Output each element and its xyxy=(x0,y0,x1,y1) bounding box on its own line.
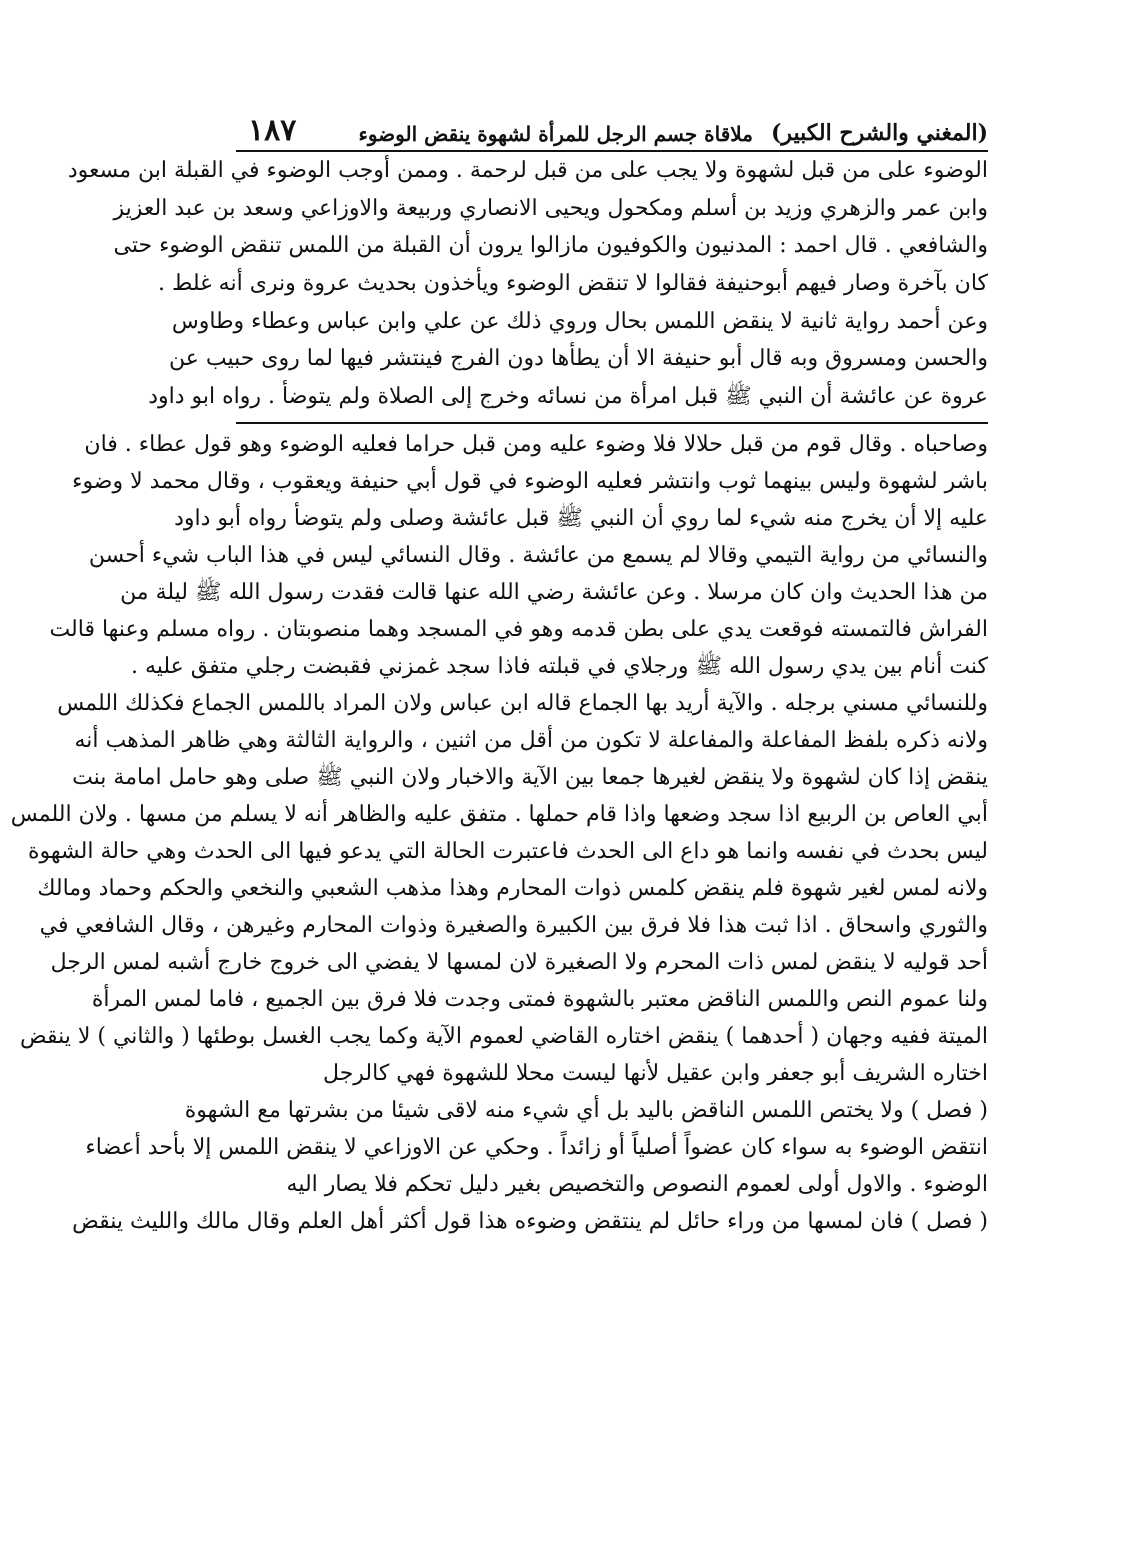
text-line: عروة عن عائشة أن النبي ﷺ قبل امرأة من نسائه وخرج إلى الصلاة ولم يتوضأ . رواه ابو داود xyxy=(148,384,988,410)
commentary-text-block xyxy=(10,424,988,1240)
text-line: الوضوء على من قبل لشهوة ولا يجب على من قبل لرحمة . وممن أوجب الوضوء في القبلة ابن مسعود xyxy=(67,158,988,183)
text-line: ولانه لمس لغير شهوة فلم ينقض كلمس ذوات المحارم وهذا مذهب الشعبي والنخعي والحكم وحماد ومالك xyxy=(37,875,988,901)
text-line: عليه إلا أن يخرج منه شيء لما روي أن النبي ﷺ قبل عائشة وصلى ولم يتوضأ رواه أبو داود xyxy=(174,505,988,531)
text-line: انتقض الوضوء به سواء كان عضواً أصلياً أو زائداً . وحكي عن الاوزاعي لا ينقض اللمس إلا بأحد أعضاء xyxy=(85,1134,988,1160)
text-line: ليس بحدث في نفسه وانما هو داع الى الحدث فاعتبرت الحالة التي يدعو فيها الى الحدث وهي حالة الشهوة xyxy=(28,838,988,864)
running-head-topic: ملاقاة جسم الرجل للمرأة لشهوة ينقض الوضوء xyxy=(358,122,753,146)
text-line: الوضوء . والاول أولى لعموم النصوص والتخصيص بغير دليل تحكم فلا يصار اليه xyxy=(286,1171,988,1197)
text-line: اختاره الشريف أبو جعفر وابن عقيل لأنها ليست محلا للشهوة فهي كالرجل xyxy=(323,1060,988,1086)
text-line: من هذا الحديث وان كان مرسلا . وعن عائشة رضي الله عنها قالت فقدت رسول الله ﷺ ليلة من xyxy=(120,579,988,605)
text-line: وصاحباه . وقال قوم من قبل حلالا فلا وضوء عليه ومن قبل حراما فعليه الوضوء وهو قول عطاء . فان xyxy=(84,431,988,457)
text-line: والنسائي من رواية التيمي وقالا لم يسمع من عائشة . وقال النسائي ليس في هذا الباب شيء أحسن xyxy=(88,542,988,568)
text-line: كان بآخرة وصار فيهم أبوحنيفة فقالوا لا تنقض الوضوء ويأخذون بحديث عروة ونرى أنه غلط . xyxy=(158,271,988,297)
page-header xyxy=(236,100,988,152)
main-text-block xyxy=(67,152,988,424)
text-line: ولانه ذكره بلفظ المفاعلة والمفاعلة لا تكون من أقل من اثنين ، والرواية الثالثة وهي ظاهر المذهب أنه xyxy=(74,727,988,753)
text-line: والشافعي . قال احمد : المدنيون والكوفيون مازالوا يرون أن القبلة من اللمس تنقض الوضوء حتى xyxy=(113,233,988,259)
text-line: ينقض إذا كان لشهوة ولا ينقض لغيرها جمعا بين الآية والاخبار ولان النبي ﷺ صلى وهو حامل امامة بنت xyxy=(72,764,988,790)
text-line: ولنا عموم النص واللمس الناقض معتبر بالشهوة فمتى وجدت فلا فرق بين الجميع ، فاما لمس المرأة xyxy=(91,986,988,1012)
text-line: الفراش فالتمسته فوقعت يدي على بطن قدمه وهو في المسجد وهما منصوبتان . رواه مسلم وعنها قالت xyxy=(49,616,988,642)
book-page xyxy=(10,100,988,1500)
text-line: وللنسائي مسني برجله . والآية أريد بها الجماع قاله ابن عباس ولان المراد باللمس الجماع فكذلك اللمس xyxy=(57,690,988,716)
text-line: وابن عمر والزهري وزيد بن أسلم ومكحول ويحيى الانصاري وربيعة والاوزاعي وسعد بن عبد العزيز xyxy=(113,195,988,221)
page-number: ١٨٧ xyxy=(248,113,297,148)
text-line: ( فصل ) فان لمسها من وراء حائل لم ينتقض وضوءه هذا قول أكثر أهل العلم وقال مالك والليث ينقض xyxy=(72,1208,988,1234)
text-line: أبي العاص بن الربيع اذا سجد وضعها واذا قام حملها . متفق عليه والظاهر أنه لا يسلم من مسها . ولان اللمس xyxy=(10,801,988,827)
book-title: (المغني والشرح الكبير) xyxy=(770,120,988,146)
text-line: وعن أحمد رواية ثانية لا ينقض اللمس بحال وروي ذلك عن علي وابن عباس وعطاء وطاوس xyxy=(171,308,988,334)
text-line: والثوري واسحاق . اذا ثبت هذا فلا فرق بين الكبيرة والصغيرة وذوات المحارم وغيرهن ، وقال الشافعي في xyxy=(39,912,988,938)
text-line: أحد قوليه لا ينقض لمس ذات المحرم ولا الصغيرة لان لمسها لا يفضي الى خروج خارج أشبه لمس الرجل xyxy=(50,949,988,975)
text-line: كنت أنام بين يدي رسول الله ﷺ ورجلاي في قبلته فاذا سجد غمزني فقبضت رجلي متفق عليه . xyxy=(130,653,988,679)
text-line: باشر لشهوة وليس بينهما ثوب وانتشر فعليه الوضوء في قول أبي حنيفة ويعقوب ، وقال محمد لا وضوء xyxy=(72,468,988,494)
text-line: والحسن ومسروق وبه قال أبو حنيفة الا أن يطأها دون الفرج فينتشر فيها لما روى حبيب عن xyxy=(168,346,988,372)
text-line: الميتة ففيه وجهان ( أحدهما ) ينقض اختاره القاضي لعموم الآية وكما يجب الغسل بوطئها ( والثاني ) لا ينقض xyxy=(20,1023,988,1049)
text-line: ( فصل ) ولا يختص اللمس الناقض باليد بل أي شيء منه لاقى شيئا من بشرتها مع الشهوة xyxy=(184,1097,988,1123)
